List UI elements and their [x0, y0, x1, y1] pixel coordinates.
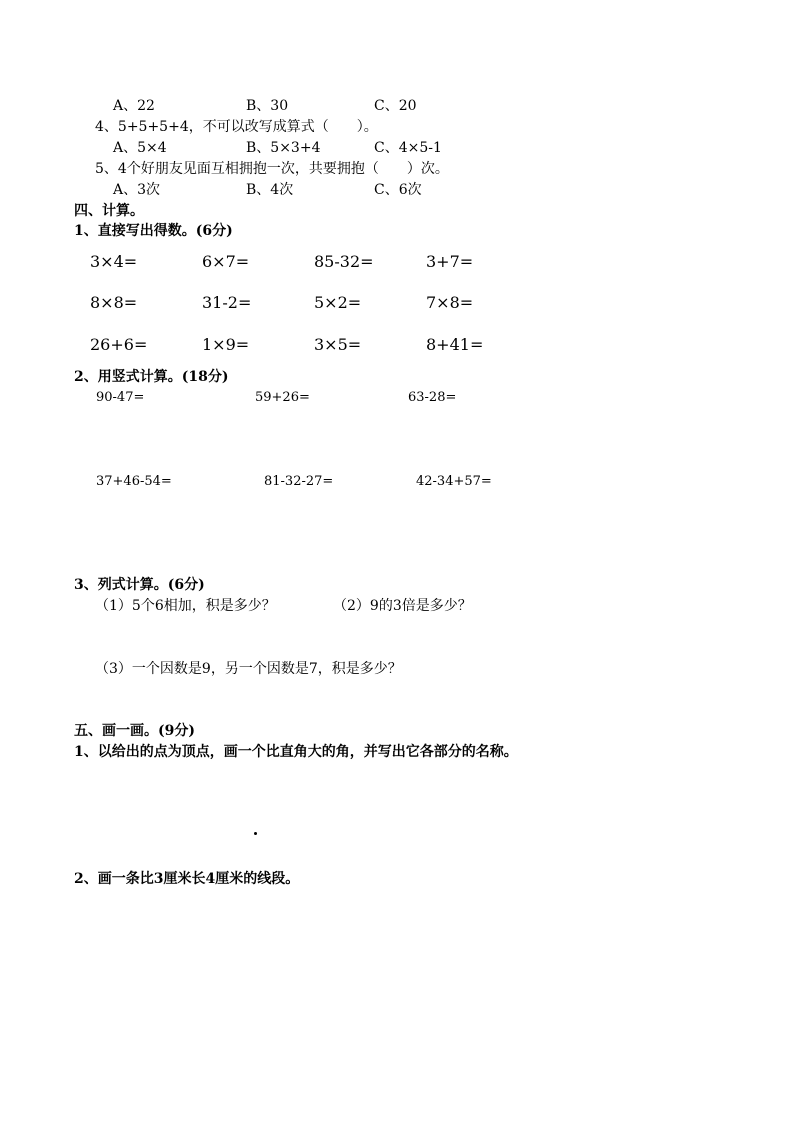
q4-text: 4、5+5+5+4，不可以改写成算式（ ）。 — [95, 119, 378, 135]
calc-r2-c3: 5×2= — [314, 293, 362, 312]
q3-option-a: A、22 — [113, 98, 155, 114]
calc-r3-c4: 8+41= — [426, 335, 484, 354]
calc-r2-c4: 7×8= — [426, 293, 474, 312]
vertex-dot — [254, 832, 257, 835]
q4-option-b: B、5×3+4 — [246, 140, 321, 156]
q3-option-c: C、20 — [374, 98, 417, 114]
section4-sub3: 3、列式计算。(6分) — [74, 577, 205, 593]
problem-1: （1）5个6相加，积是多少？ — [95, 598, 276, 614]
calc-r1-c3: 85-32= — [314, 252, 374, 271]
q5-option-c: C、6次 — [374, 182, 422, 198]
q4-option-a: A、5×4 — [113, 140, 167, 156]
q3-option-b: B、30 — [246, 98, 289, 114]
calc-r1-c2: 6×7= — [202, 252, 250, 271]
vertical-r1-c3: 63-28= — [408, 390, 457, 405]
calc-r3-c2: 1×9= — [202, 335, 250, 354]
calc-r1-c4: 3+7= — [426, 252, 474, 271]
q5-option-a: A、3次 — [113, 182, 161, 198]
q4-option-c: C、4×5-1 — [374, 140, 442, 156]
calc-r2-c1: 8×8= — [90, 293, 138, 312]
vertical-r2-c3: 42-34+57= — [416, 474, 492, 489]
problem-3: （3）一个因数是9，另一个因数是7，积是多少？ — [95, 661, 402, 677]
q5-option-b: B、4次 — [246, 182, 294, 198]
section4-sub2: 2、用竖式计算。(18分) — [74, 369, 229, 385]
calc-r3-c3: 3×5= — [314, 335, 362, 354]
section5-q2: 2、画一条比3厘米长4厘米的线段。 — [74, 871, 300, 887]
vertical-r2-c2: 81-32-27= — [264, 474, 334, 489]
vertical-r1-c2: 59+26= — [255, 390, 310, 405]
q5-text: 5、4个好朋友见面互相拥抱一次，共要拥抱（ ）次。 — [95, 161, 449, 177]
section5-title: 五、画一画。(9分) — [74, 723, 195, 739]
problem-2: （2）9的3倍是多少？ — [333, 598, 472, 614]
calc-r1-c1: 3×4= — [90, 252, 138, 271]
vertical-r1-c1: 90-47= — [96, 390, 145, 405]
section5-q1: 1、以给出的点为顶点，画一个比直角大的角，并写出它各部分的名称。 — [74, 744, 518, 760]
section4-title: 四、计算。 — [74, 203, 144, 219]
calc-r2-c2: 31-2= — [202, 293, 252, 312]
section4-sub1: 1、直接写出得数。(6分) — [74, 223, 233, 239]
calc-r3-c1: 26+6= — [90, 335, 148, 354]
vertical-r2-c1: 37+46-54= — [96, 474, 172, 489]
